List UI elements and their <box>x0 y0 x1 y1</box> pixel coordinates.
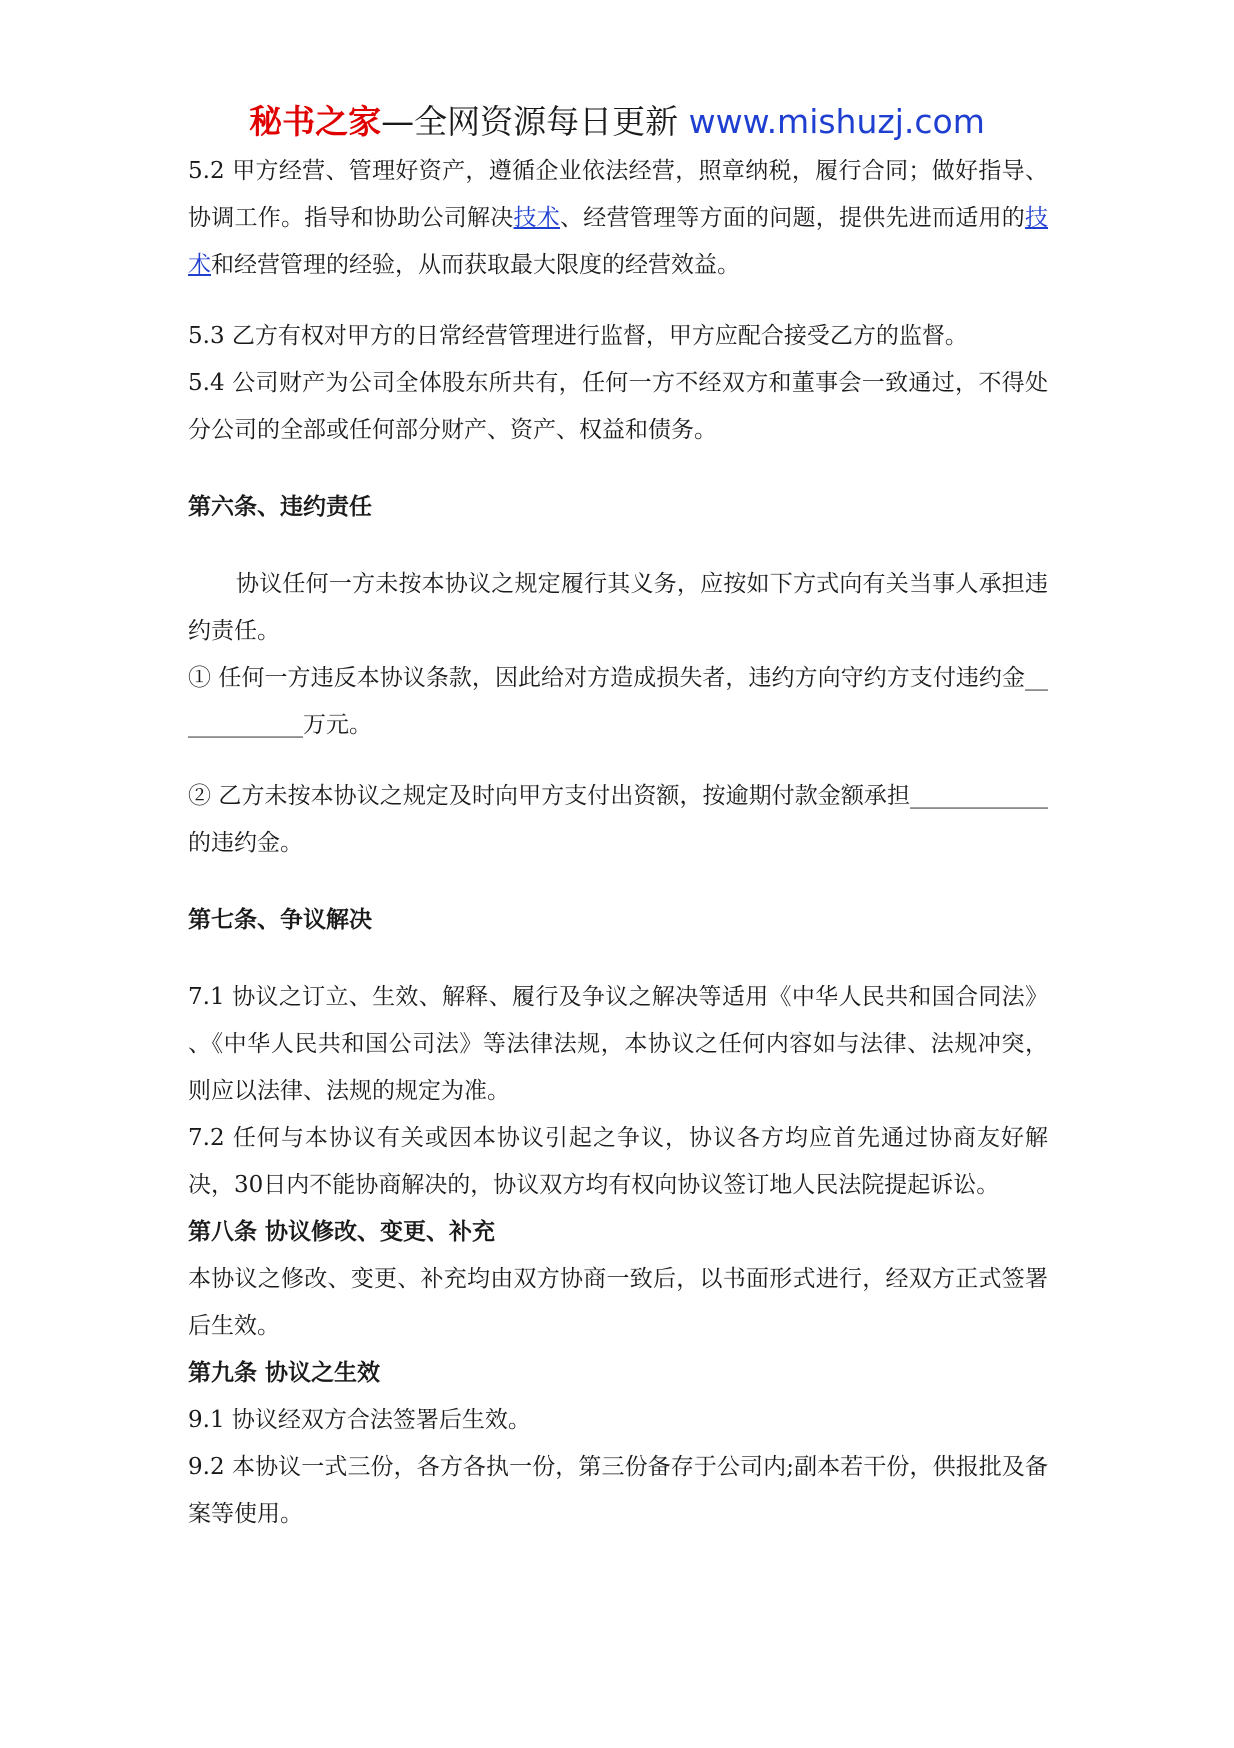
site-url[interactable]: www.mishuzj.com <box>688 102 985 141</box>
clause-5-2-text-c: 和经营管理的经验，从而获取最大限度的经营效益。 <box>211 252 740 278</box>
document-body <box>188 148 1048 1538</box>
clause-5-2 <box>188 148 1048 289</box>
clause-5-3: 5.3 乙方有权对甲方的日常经营管理进行监督，甲方应配合接受乙方的监督。 <box>188 323 968 349</box>
header-tagline: —全网资源每日更新 <box>381 102 689 141</box>
link-technology-1[interactable]: 技术 <box>513 205 560 231</box>
clause-5-2-text-b: 、经营管理等方面的问题，提供先进而适用的 <box>560 205 1025 231</box>
clause-5-4: 5.4 公司财产为公司全体股东所共有，任何一方不经双方和董事会一致通过，不得处分公司的全部或任何部分财产、资产、权益和债务。 <box>188 370 1048 443</box>
link-technology-2[interactable]: 技术 <box>188 205 1048 278</box>
clause-5-2-text-a: 5.2 甲方经营、管理好资产，遵循企业依法经营，照章纳税，履行合同；做好指导、协调工作。指导和协助公司解决 <box>188 158 1048 231</box>
heading-article-9: 第九条 协议之生效 <box>188 1360 381 1386</box>
heading-article-7: 第七条、争议解决 <box>188 907 372 933</box>
clause-7-1: 7.1 协议之订立、生效、解释、履行及争议之解决等适用《中华人民共和国合同法》 、《中华人民共和国公司法》等法律法规，本协议之任何内容如与法律、法规冲突，则应以法律、法规的规定为准。 <box>188 984 1048 1104</box>
clause-7-2: 7.2 任何与本协议有关或因本协议引起之争议，协议各方均应首先通过协商友好解决，30日内不能协商解决的，协议双方均有权向协议签订地人民法院提起诉讼。 <box>188 1125 1048 1198</box>
page-header <box>0 100 1234 144</box>
article-6-item-1: ① 任何一方违反本协议条款，因此给对方造成损失者，违约方向守约方支付违约金____________万元。 <box>188 665 1048 738</box>
brand-name: 秘书之家 <box>249 102 382 141</box>
clause-9-2: 9.2 本协议一式三份，各方各执一份，第三份备存于公司内;副本若干份，供报批及备案等使用。 <box>188 1454 1048 1527</box>
heading-article-6: 第六条、违约责任 <box>188 494 372 520</box>
clause-9-1: 9.1 协议经双方合法签署后生效。 <box>188 1407 531 1433</box>
article-8-text: 本协议之修改、变更、补充均由双方协商一致后，以书面形式进行，经双方正式签署后生效。 <box>188 1266 1048 1339</box>
article-6-item-2: ② 乙方未按本协议之规定及时向甲方支付出资额，按逾期付款金额承担____________的违约金。 <box>188 783 1048 856</box>
heading-article-8: 第八条 协议修改、变更、补充 <box>188 1219 496 1245</box>
article-6-intro: 协议任何一方未按本协议之规定履行其义务，应按如下方式向有关当事人承担违约责任。 <box>188 571 1048 644</box>
